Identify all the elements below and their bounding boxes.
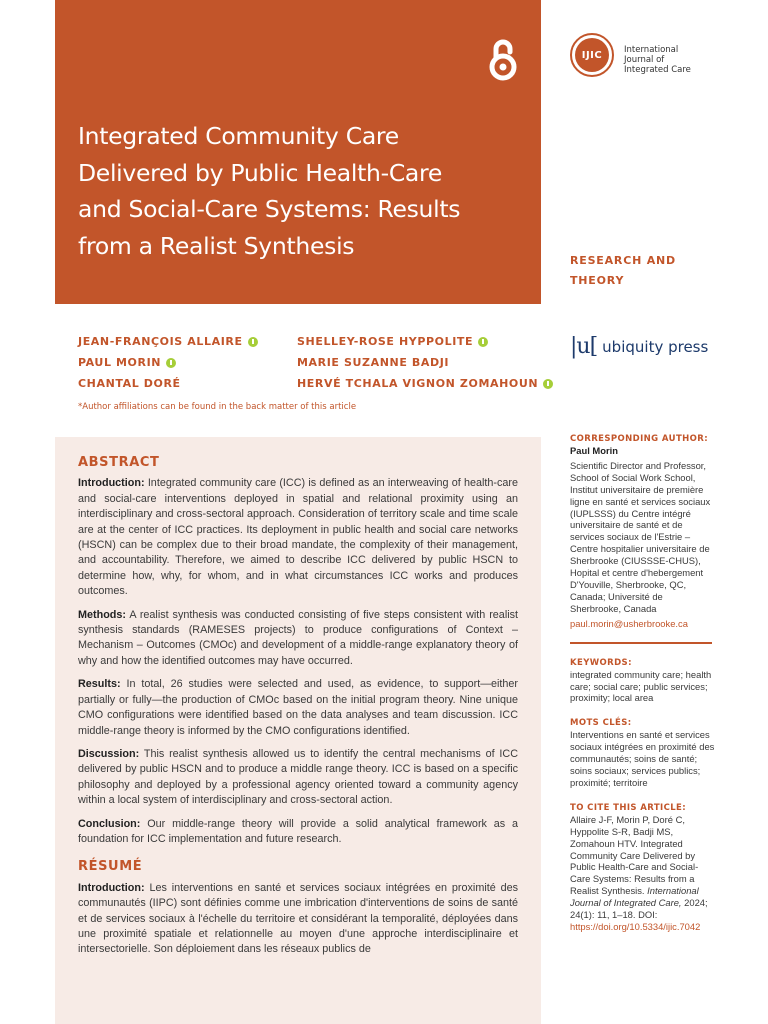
section-divider (570, 642, 712, 644)
paragraph-text: A realist synthesis was conducted consisting of five steps consistent with realist synthesis standards (RAMESES projects) to produce configurations of Context – Mechanism – Outcomes (CMOc) and development of a middle-range explanatory theory of why and how the identified outcomes may have occurred. (78, 608, 519, 667)
orcid-icon[interactable] (248, 337, 258, 347)
author-name (78, 377, 181, 390)
article-type-label: RESEARCH AND THEORY (570, 254, 676, 287)
citation-text (570, 814, 715, 933)
keywords-label: KEYWORDS: (570, 657, 632, 668)
abstract-results (78, 677, 518, 739)
mots-cles-label: MOTS CLÉS: (570, 718, 632, 729)
author-label: JEAN-FRANÇOIS ALLAIRE (78, 335, 243, 348)
journal-logo[interactable] (570, 33, 700, 81)
journal-logo-mark (570, 33, 614, 77)
orcid-icon[interactable] (166, 358, 176, 368)
author-name[interactable] (297, 335, 488, 348)
citation-body: Allaire J-F, Morin P, Doré C, Hyppolite S-R, Badji MS, Zomahoun HTV. Integrated Community Care Delivered by Public Health-Care and Social-Care Systems: Results from a Realist Synthesis. (570, 813, 699, 897)
paragraph-label: Results: (78, 678, 121, 691)
affiliation-note: *Author affiliations can be found in the back matter of this article (78, 402, 357, 412)
author-name-bold: Paul Morin (570, 445, 618, 456)
author-label: MARIE SUZANNE BADJI (297, 356, 450, 369)
author-name[interactable] (78, 335, 258, 348)
abstract-conclusion (78, 817, 518, 848)
abstract-discussion (78, 747, 518, 809)
author-name[interactable] (78, 356, 176, 369)
corresponding-author-label: CORRESPONDING AUTHOR: (570, 434, 709, 444)
cite-label: TO CITE THIS ARTICLE: (570, 802, 687, 813)
abstract-methods (78, 608, 518, 670)
author-label: HERVÉ TCHALA VIGNON ZOMAHOUN (297, 377, 539, 390)
paragraph-label: Methods: (78, 608, 126, 621)
paragraph-text: Integrated community care (ICC) is defined as an interweaving of health-care and social-care interventions deployed in spatial and relational proximity using an interdisciplinary and cross-sectoral approach. Consideration of territory scale and time scale are at the center of ICC practices. Its deployment in public health and social care networks (HSCN) can be complex due to their broad mandate, the complexity of their management, and accountability. Therefore, we aimed to describe ICC delivered by public HSCN to determine how, why, for whom, and in what circumstances ICC works and produces outcomes. (78, 477, 519, 598)
email-link[interactable]: paul.morin@usherbrooke.ca (570, 617, 688, 629)
paragraph-text: Les interventions en santé et services sociaux intégrées en proximité des communautés (IIPC) sont définies comme une imbrication d'interventions de soins de santé et de services sociaux à l'échelle du territoire et considérant la temporalité, déployées dans une proximité spatiale et relationnelle au moyen d'une approche interdisciplinaire et intersectorielle. Son déploiement dans les réseaux publics de (78, 881, 519, 956)
journal-name: International Journal of Integrated Care (624, 45, 691, 75)
orcid-icon[interactable] (543, 379, 553, 389)
author-label: PAUL MORIN (78, 356, 162, 369)
corresponding-author-affiliation: Scientific Director and Professor, School of Social Work School, Institut universitaire de première ligne en santé et services sociaux (IUPLSSS) du Centre intégré universitaire de santé et de services sociaux de l'Estrie – Centre hospitalier universitaire de Sherbrooke (CIUSSSE-CHUS), Hopital et centre d'hebergement D'Youville, Sherbrooke, QC, Canada; Université de Sherbrooke, Canada (570, 459, 711, 614)
citation-journal: International Journal of Integrated Care, (570, 885, 699, 909)
resume-heading: RÉSUMÉ (78, 859, 143, 875)
publisher-logo-mark: |u[ (570, 334, 598, 359)
author-name[interactable] (297, 377, 553, 390)
resume-introduction (78, 881, 518, 958)
journal-logo-text: IJIC (575, 38, 609, 72)
paragraph-text: Our middle-range theory will provide a solid analytical framework as a foundation for ICC implementation and future research. (78, 817, 519, 845)
author-label: SHELLEY-ROSE HYPPOLITE (297, 335, 474, 348)
abstract-section (78, 455, 518, 966)
corresponding-author-name (570, 445, 715, 457)
publisher-logo[interactable] (570, 336, 708, 358)
paragraph-text: This realist synthesis allowed us to identify the central mechanisms of ICC delivered by public HSCN and to produce a middle range theory. ICC is based on a specific philosophy and deployed by a professional agency oriented toward a community agency within a local system of interdisciplinary and cross-sectoral action. (78, 747, 518, 807)
mots-cles-text: Interventions en santé et services sociaux intégrées en proximité des communautés; soins de santé; soins sociaux; services publics; proximité; territoire (570, 729, 715, 788)
abstract-introduction (78, 476, 518, 599)
article-title: Integrated Community Care Delivered by Public Health-Care and Social-Care Systems: Results from a Realist Synthesis (78, 122, 461, 260)
article-sidebar (570, 434, 715, 933)
paragraph-label: Introduction: (78, 477, 145, 490)
abstract-heading: ABSTRACT (78, 455, 160, 470)
publisher-name: ubiquity press (602, 338, 709, 356)
paragraph-text: In total, 26 studies were selected and used, as evidence, to support—either partially or fully—the production of CMOc based on the initial program theory. Nine unique CMO configurations were identified based on the data analyses and team discussion. ICC middle-range theory is informed by the CMO configurations identified. (78, 678, 518, 737)
citation-details: 2024; 24(1): 11, 1–18. DOI: (570, 897, 708, 921)
open-access-icon (486, 36, 520, 82)
paragraph-label: Discussion: (78, 747, 140, 760)
paragraph-label: Conclusion: (78, 817, 141, 830)
keywords-text: integrated community care; health care; social care; public services; proximity; local area (570, 668, 712, 704)
author-list (78, 335, 558, 399)
author-label: CHANTAL DORÉ (78, 377, 181, 390)
author-name (297, 356, 449, 369)
doi-link[interactable]: https://doi.org/10.5334/ijic.7042 (570, 921, 701, 932)
orcid-icon[interactable] (478, 337, 488, 347)
paragraph-label: Introduction: (78, 881, 145, 894)
